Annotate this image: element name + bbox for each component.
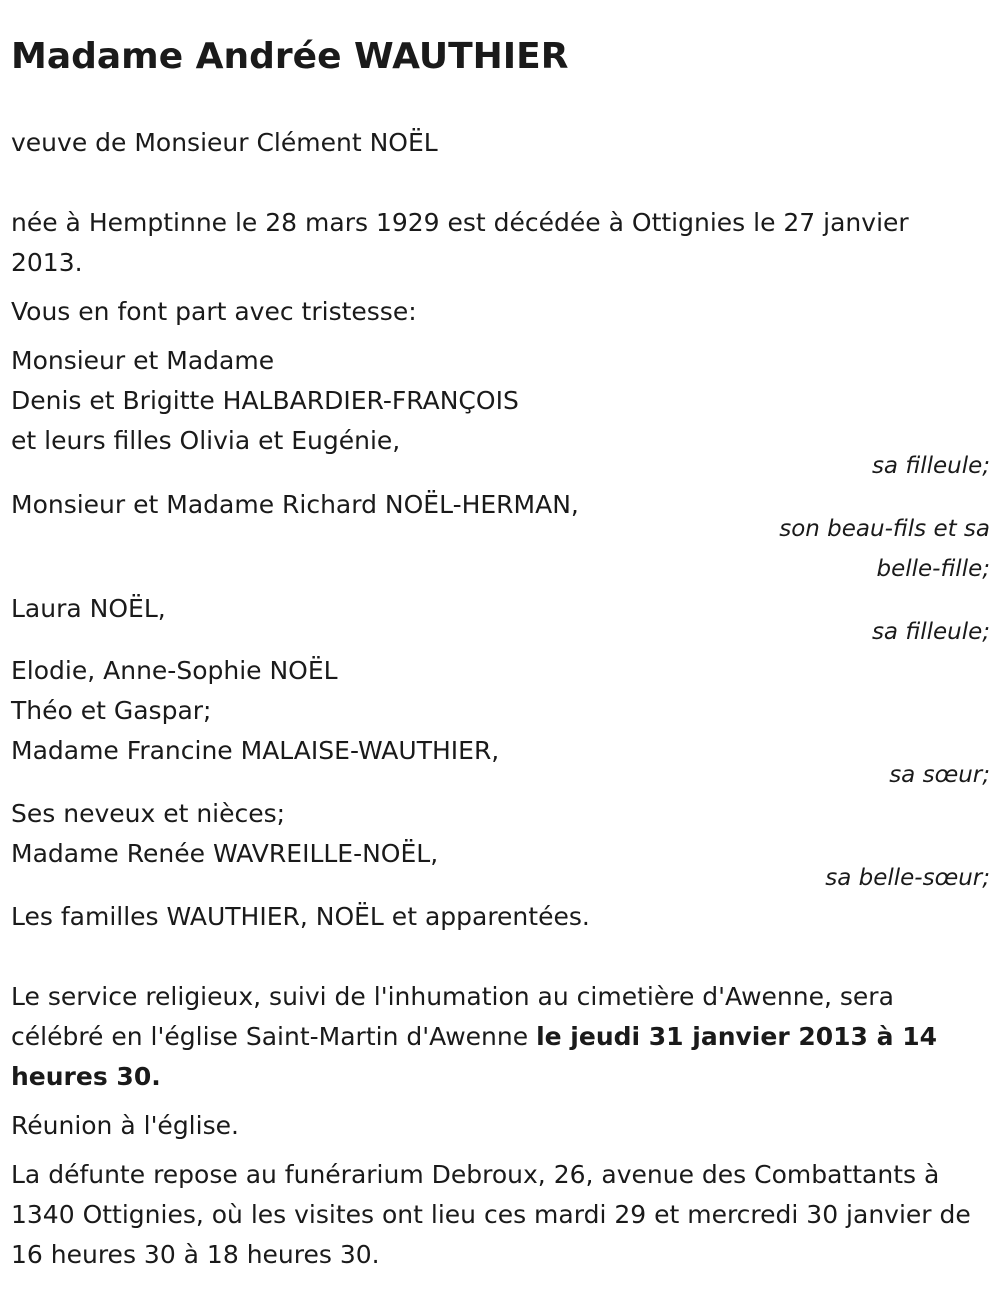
mourner-noel-herman-relation-2: belle-fille; [876,556,990,582]
mourner-laura-relation: sa filleule; [871,619,990,645]
visits-paragraph: La défunte repose au funérarium Debroux, 26, avenue des Combattants à 1340 Ottignies, où les visites ont lieu ces mardi 29 et mercredi 30 janvier de 16 heures 30 à 18 heures 30. [11,1160,971,1269]
birth-death-paragraph: née à Hemptinne le 28 mars 1929 est décédée à Ottignies le 27 janvier 2013. [11,208,909,277]
deceased-name-title: Madame Andrée WAUTHIER [11,36,569,77]
mourner-wavreille-line: Madame Renée WAVREILLE-NOËL, [11,839,439,868]
mourner-laura-line: Laura NOËL, [11,594,166,623]
service-text: Le service religieux, suivi de l'inhumation au cimetière d'Awenne, sera célébré en l'église Saint-Martin d'Awenne [11,982,894,1051]
mourner-halbardier-line-1: Monsieur et Madame [11,346,275,375]
mourner-halbardier-line-3: et leurs filles Olivia et Eugénie, [11,426,401,455]
intro-line: Vous en font part avec tristesse: [11,297,417,326]
mourner-halbardier-line-2: Denis et Brigitte HALBARDIER-FRANÇOIS [11,386,519,415]
mourner-malaise-relation: sa sœur; [889,762,990,788]
mourner-noel-herman-line: Monsieur et Madame Richard NOËL-HERMAN, [11,490,579,519]
mourner-malaise-line: Madame Francine MALAISE-WAUTHIER, [11,736,500,765]
mourner-grandchildren-line-2: Théo et Gaspar; [11,696,212,725]
mourner-noel-herman-relation-1: son beau-fils et sa [779,516,990,542]
mourner-nephews-line: Ses neveux et nièces; [11,799,286,828]
mourner-wavreille-relation: sa belle-sœur; [825,865,990,891]
meeting-line: Réunion à l'église. [11,1111,239,1140]
mourner-halbardier-relation: sa filleule; [871,453,990,479]
widow-of-line: veuve de Monsieur Clément NOËL [11,128,438,157]
mourner-grandchildren-line-1: Elodie, Anne-Sophie NOËL [11,656,338,685]
service-date: le jeudi 31 janvier 2013 à 14 heures 30. [11,1022,938,1091]
mourner-families-line: Les familles WAUTHIER, NOËL et apparentées. [11,902,590,931]
service-paragraph [11,977,976,1097]
